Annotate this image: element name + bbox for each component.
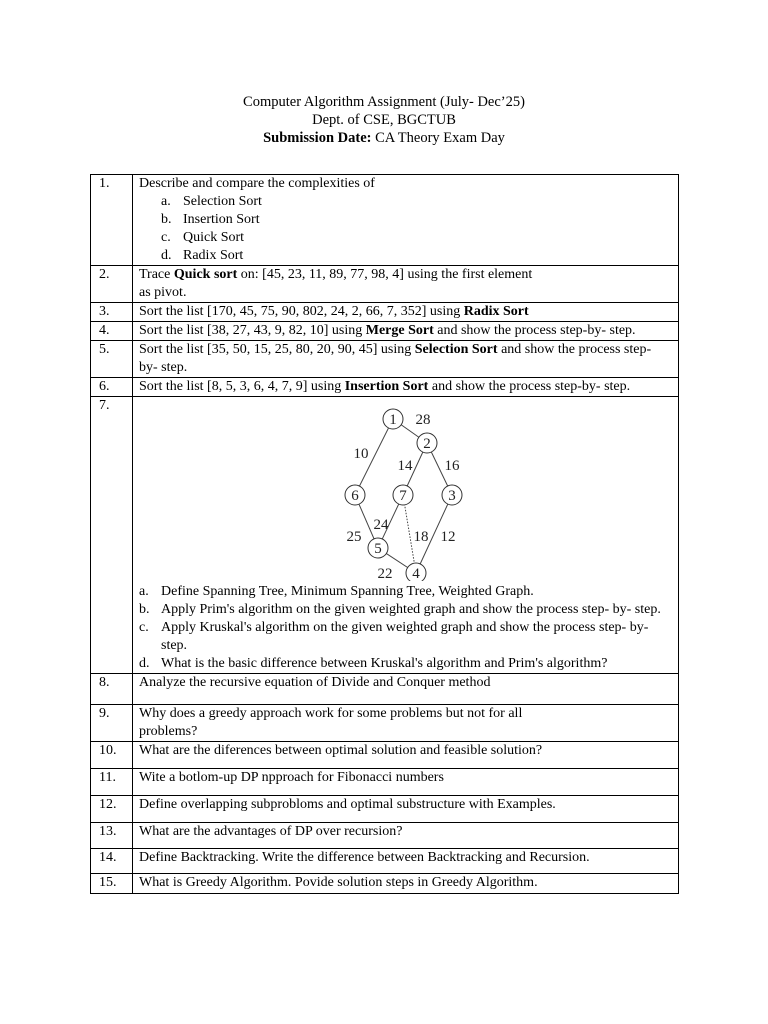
item-text: What is the basic difference between Kruskal's algorithm and Prim's algorithm?	[161, 656, 608, 671]
list-item	[139, 655, 672, 673]
question-number: 13.	[91, 823, 133, 849]
question-text: Define Backtracking. Write the difference between Backtracking and Recursion.	[133, 849, 679, 874]
question-row	[91, 705, 679, 742]
question-text: What are the advantages of DP over recursion?	[133, 823, 679, 849]
question-number: 7.	[91, 397, 133, 674]
text-span: Sort the list [170, 45, 75, 90, 802, 24, 2, 66, 7, 352] using	[139, 304, 464, 319]
question-7-items	[139, 583, 672, 673]
weighted-graph	[321, 401, 491, 581]
question-number: 1.	[91, 175, 133, 266]
question-text	[133, 322, 679, 341]
question-1-text: Describe and compare the complexities of	[139, 176, 375, 191]
list-item	[139, 601, 672, 619]
question-row	[91, 874, 679, 894]
text-span: Sort the list [8, 5, 3, 6, 4, 7, 9] using	[139, 379, 345, 394]
item-marker: b.	[161, 212, 172, 227]
item-text: Selection Sort	[183, 194, 262, 209]
bold-span: Insertion Sort	[344, 379, 429, 394]
question-text	[133, 341, 679, 378]
question-number: 2.	[91, 266, 133, 303]
item-text: Radix Sort	[183, 248, 244, 263]
node-label: 4	[411, 566, 420, 581]
question-table	[90, 174, 679, 894]
edge-weight: 28	[415, 412, 430, 428]
item-marker: a.	[161, 194, 171, 209]
edge-weight: 18	[413, 529, 428, 545]
question-text	[133, 266, 679, 303]
bold-span: Quick sort	[173, 267, 238, 282]
text-span: and show the process step- by- step.	[139, 342, 652, 375]
document-header	[0, 93, 768, 147]
question-row	[91, 322, 679, 341]
edge-weight: 25	[346, 529, 361, 545]
list-item	[161, 247, 672, 265]
node-label: 5	[373, 541, 382, 557]
question-row	[91, 674, 679, 705]
edge-weight: 10	[353, 446, 368, 462]
item-marker: d.	[161, 248, 172, 263]
question-text	[133, 397, 679, 674]
weighted-graph-figure	[139, 401, 672, 581]
question-row	[91, 742, 679, 769]
submission-date-label: Submission Date:	[263, 130, 372, 146]
question-text: Define overlapping subprobloms and optimal substructure with Examples.	[133, 796, 679, 823]
question-2-line-2: as pivot.	[139, 285, 187, 300]
bold-span: Merge Sort	[365, 323, 434, 338]
item-marker: d.	[139, 656, 150, 671]
edge-weight: 24	[373, 517, 388, 533]
list-item	[139, 619, 672, 655]
question-row	[91, 341, 679, 378]
text-span: and show the process step-by- step.	[428, 379, 631, 394]
assignment-title: Computer Algorithm Assignment (July- Dec’25)	[243, 94, 525, 110]
question-text	[133, 303, 679, 322]
item-marker: c.	[139, 620, 149, 635]
department: Dept. of CSE, BGCTUB	[312, 112, 456, 128]
question-number: 14.	[91, 849, 133, 874]
submission-date-value: CA Theory Exam Day	[371, 130, 505, 146]
node-label: 1	[388, 412, 397, 428]
question-number: 5.	[91, 341, 133, 378]
question-number: 4.	[91, 322, 133, 341]
question-number: 15.	[91, 874, 133, 894]
question-row	[91, 266, 679, 303]
question-number: 8.	[91, 674, 133, 705]
node-label: 2	[422, 436, 431, 452]
list-item	[139, 583, 672, 601]
item-text: Apply Kruskal's algorithm on the given weighted graph and show the process step- by- step.	[161, 620, 649, 653]
list-item	[161, 193, 672, 211]
question-number: 9.	[91, 705, 133, 742]
bold-span: Selection Sort	[414, 342, 498, 357]
question-text: What is Greedy Algorithm. Povide solution steps in Greedy Algorithm.	[133, 874, 679, 894]
item-text: Insertion Sort	[183, 212, 260, 227]
list-item	[161, 229, 672, 247]
bold-span: Radix Sort	[463, 304, 529, 319]
question-row	[91, 823, 679, 849]
question-2-line-1	[139, 266, 672, 284]
text-span: Trace	[139, 267, 174, 282]
question-number: 6.	[91, 378, 133, 397]
text-span: on: [45, 23, 11, 89, 77, 98, 4] using the first element	[237, 267, 533, 282]
question-text: Wite a botlom-up DP npproach for Fibonacci numbers	[133, 769, 679, 796]
question-number: 10.	[91, 742, 133, 769]
edge-weight: 12	[440, 529, 455, 545]
question-text	[133, 378, 679, 397]
list-item	[161, 211, 672, 229]
question-row	[91, 397, 679, 674]
node-label: 7	[398, 488, 407, 504]
question-number: 12.	[91, 796, 133, 823]
item-marker: b.	[139, 602, 150, 617]
edge-weight: 16	[444, 458, 459, 474]
question-text	[133, 705, 679, 742]
question-row	[91, 849, 679, 874]
question-number: 3.	[91, 303, 133, 322]
submission-date	[0, 129, 768, 147]
question-row	[91, 796, 679, 823]
text-span: and show the process step-by- step.	[433, 323, 636, 338]
question-number: 11.	[91, 769, 133, 796]
text-span: Sort the list [38, 27, 43, 9, 82, 10] using	[139, 323, 366, 338]
question-text: What are the diferences between optimal solution and feasible solution?	[133, 742, 679, 769]
item-text: Apply Prim's algorithm on the given weighted graph and show the process step- by- step.	[161, 602, 661, 617]
question-row	[91, 175, 679, 266]
node-label: 3	[447, 488, 456, 504]
question-row	[91, 769, 679, 796]
edge-weight: 14	[397, 458, 412, 474]
item-marker: a.	[139, 584, 149, 599]
question-row	[91, 303, 679, 322]
item-text: Quick Sort	[183, 230, 245, 245]
node-label: 6	[350, 488, 359, 504]
question-9-line-1: Why does a greedy approach work for some problems but not for all	[139, 706, 523, 721]
question-text	[133, 175, 679, 266]
edge-weight: 22	[377, 566, 392, 581]
question-9-line-2: problems?	[139, 724, 198, 739]
question-1-items	[139, 193, 672, 265]
item-marker: c.	[161, 230, 171, 245]
text-span: Sort the list [35, 50, 15, 25, 80, 20, 90, 45] using	[139, 342, 415, 357]
question-row	[91, 378, 679, 397]
item-text: Define Spanning Tree, Minimum Spanning Tree, Weighted Graph.	[161, 584, 534, 599]
question-text: Analyze the recursive equation of Divide and Conquer method	[133, 674, 679, 705]
